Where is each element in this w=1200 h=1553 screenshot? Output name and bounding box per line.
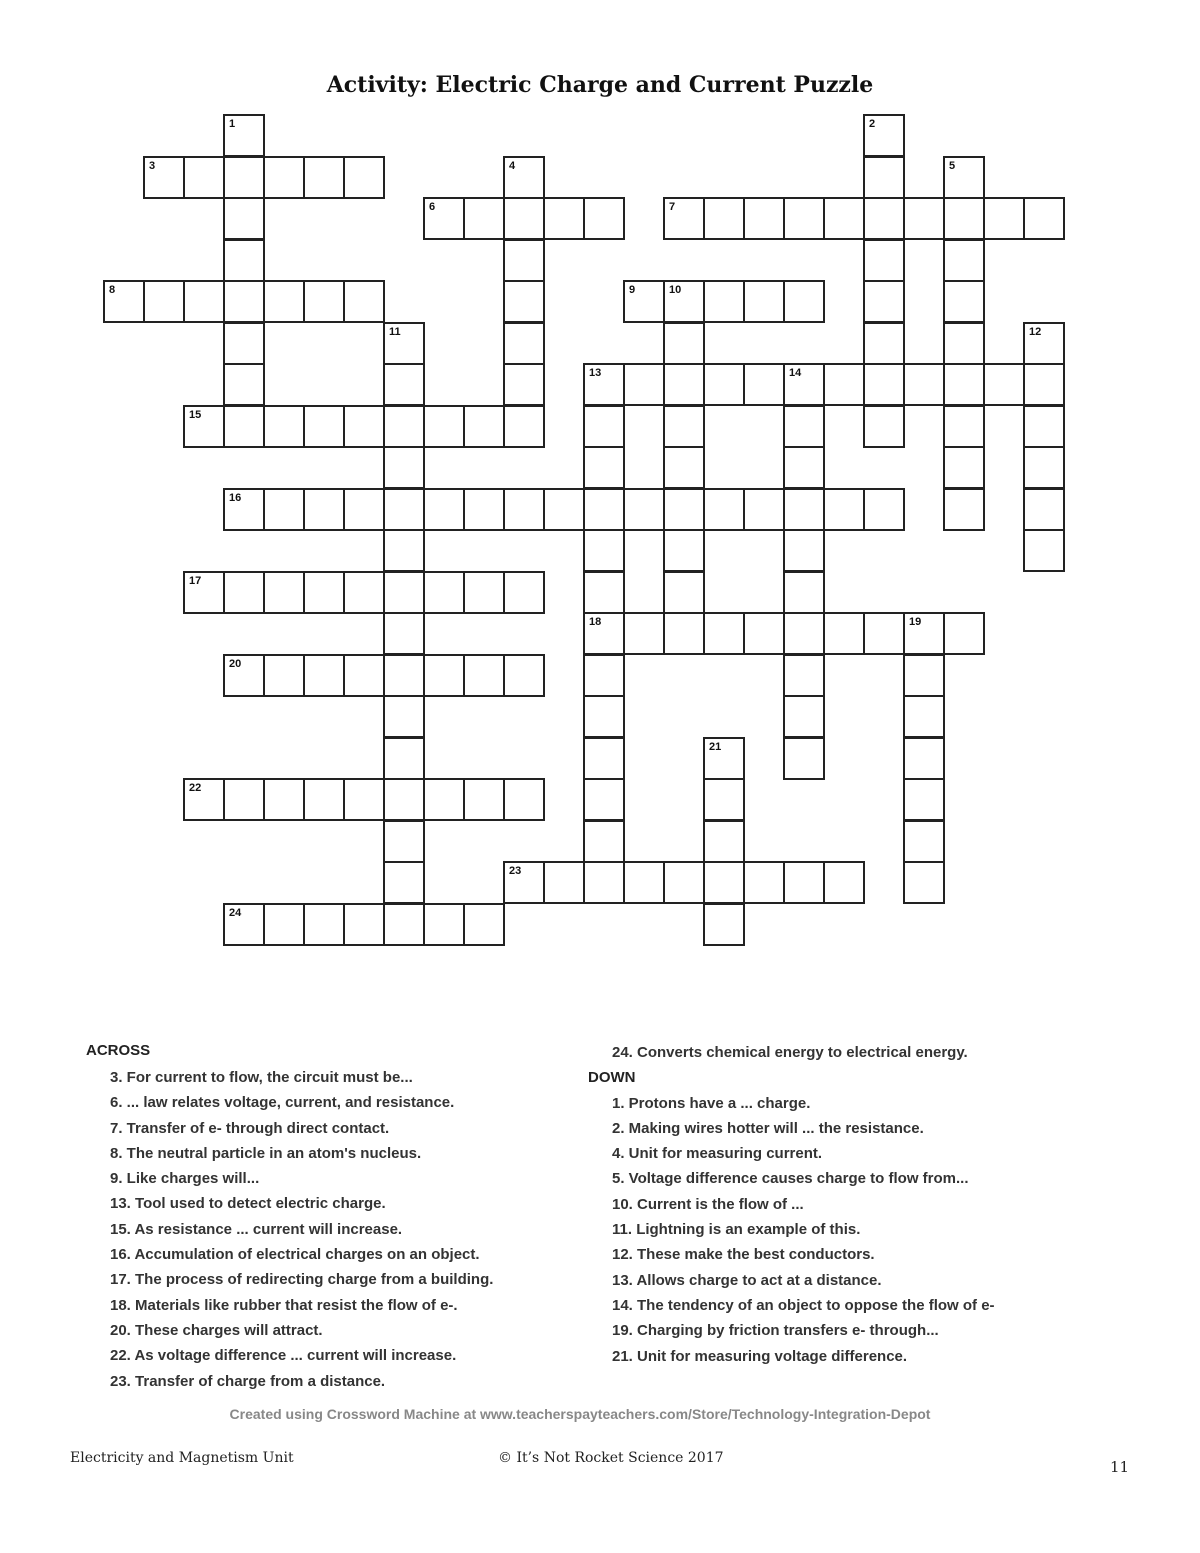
grid-cell[interactable]: [943, 405, 985, 448]
grid-cell[interactable]: [223, 363, 265, 406]
clue-number: 2: [869, 118, 876, 130]
grid-cell[interactable]: [583, 820, 625, 863]
grid-cell[interactable]: [503, 156, 545, 199]
grid-cell[interactable]: [343, 280, 385, 323]
grid-cell[interactable]: [583, 446, 625, 489]
clue-item: 19. Charging by friction transfers e- through...: [612, 1322, 939, 1340]
grid-cell[interactable]: [503, 239, 545, 282]
clue-number: 11: [389, 325, 401, 338]
grid-cell[interactable]: [503, 322, 545, 365]
grid-cell[interactable]: [863, 612, 905, 655]
clue-number: 1: [229, 118, 236, 130]
clue-number: 9: [629, 284, 636, 296]
grid-cell[interactable]: [623, 612, 665, 655]
grid-cell[interactable]: [863, 405, 905, 448]
clue-item: 1. Protons have a ... charge.: [612, 1094, 811, 1112]
grid-cell[interactable]: [543, 861, 585, 904]
grid-cell[interactable]: [303, 156, 345, 199]
grid-cell[interactable]: [303, 778, 345, 821]
grid-cell[interactable]: [583, 571, 625, 614]
grid-cell[interactable]: [303, 488, 345, 531]
grid-cell[interactable]: [623, 861, 665, 904]
page-number: 11: [1110, 1458, 1130, 1476]
grid-cell[interactable]: [543, 488, 585, 531]
clue-item: 13. Allows charge to act at a distance.: [612, 1271, 882, 1289]
grid-cell[interactable]: [783, 654, 825, 697]
grid-cell[interactable]: [343, 571, 385, 614]
clue-number: 24: [229, 906, 242, 919]
grid-cell[interactable]: [183, 280, 225, 323]
across-clue-list: [86, 1065, 493, 1394]
grid-cell[interactable]: [743, 197, 785, 240]
clue-number: 15: [189, 408, 202, 421]
grid-cell[interactable]: [383, 778, 425, 821]
grid-cell[interactable]: [263, 654, 305, 697]
grid-cell[interactable]: [223, 488, 265, 531]
grid-cell[interactable]: [143, 280, 185, 323]
clue-number: 8: [109, 284, 116, 296]
grid-cell[interactable]: [703, 903, 745, 946]
grid-cell[interactable]: [943, 239, 985, 282]
grid-cell[interactable]: [343, 156, 385, 199]
grid-cell[interactable]: [583, 612, 625, 655]
grid-cell[interactable]: [1023, 322, 1065, 365]
grid-cell[interactable]: [383, 903, 425, 946]
grid-cell[interactable]: [503, 654, 545, 697]
puzzle-title: Activity: Electric Charge and Current Puzzle: [326, 72, 874, 98]
grid-cell[interactable]: [863, 280, 905, 323]
grid-cell[interactable]: [303, 405, 345, 448]
clue-item: 5. Voltage difference causes charge to flow from...: [612, 1170, 969, 1188]
across-clue-continued: 24. Converts chemical energy to electrical energy.: [612, 1044, 968, 1061]
clue-number: 20: [229, 657, 242, 670]
grid-cell[interactable]: [703, 778, 745, 821]
grid-cell[interactable]: [703, 197, 745, 240]
grid-cell[interactable]: [823, 488, 865, 531]
grid-cell[interactable]: [743, 280, 785, 323]
grid-cell[interactable]: [823, 861, 865, 904]
grid-cell[interactable]: [183, 156, 225, 199]
clue-item: 16. Accumulation of electrical charges on an object.: [110, 1246, 480, 1264]
clue-number: 21: [709, 740, 722, 753]
grid-cell[interactable]: [783, 363, 825, 406]
clue-number: 5: [949, 159, 956, 172]
grid-cell[interactable]: [943, 280, 985, 323]
grid-cell[interactable]: [903, 695, 945, 738]
clue-item: 18. Materials like rubber that resist the flow of e-.: [110, 1296, 458, 1314]
clue-number: 16: [229, 491, 242, 504]
grid-cell[interactable]: [583, 363, 625, 406]
grid-cell[interactable]: [223, 197, 265, 240]
grid-cell[interactable]: [863, 239, 905, 282]
grid-cell[interactable]: [583, 405, 625, 448]
grid-cell[interactable]: [383, 322, 425, 365]
grid-cell[interactable]: [223, 654, 265, 697]
grid-cell[interactable]: [103, 280, 145, 323]
grid-cell[interactable]: [463, 654, 505, 697]
grid-cell[interactable]: [743, 612, 785, 655]
grid-cell[interactable]: [503, 778, 545, 821]
grid-cell[interactable]: [1023, 405, 1065, 448]
clue-number: 14: [789, 367, 802, 379]
grid-cell[interactable]: [383, 861, 425, 904]
clue-item: 8. The neutral particle in an atom's nucleus.: [110, 1144, 422, 1162]
grid-cell[interactable]: [263, 405, 305, 448]
clue-item: 4. Unit for measuring current.: [612, 1145, 823, 1163]
grid-cell[interactable]: [423, 571, 465, 614]
grid-cell[interactable]: [263, 571, 305, 614]
across-heading: ACROSS: [86, 1042, 151, 1059]
clue-item: 13. Tool used to detect electric charge.: [110, 1195, 386, 1213]
grid-cell[interactable]: [703, 737, 745, 780]
grid-cell[interactable]: [1023, 529, 1065, 572]
grid-cell[interactable]: [703, 280, 745, 323]
down-clues: [588, 1040, 995, 1369]
grid-cell[interactable]: [463, 405, 505, 448]
clue-number: 10: [669, 284, 682, 296]
grid-cell[interactable]: [583, 529, 625, 572]
grid-cell[interactable]: [223, 280, 265, 323]
grid-cell[interactable]: [423, 405, 465, 448]
grid-cell[interactable]: [943, 322, 985, 365]
grid-cell[interactable]: [423, 654, 465, 697]
grid-cell[interactable]: [703, 488, 745, 531]
clue-item: 20. These charges will attract.: [110, 1321, 323, 1339]
grid-cell[interactable]: [423, 778, 465, 821]
grid-cell[interactable]: [383, 820, 425, 863]
clue-number: 4: [509, 159, 516, 172]
grid-cell[interactable]: [783, 861, 825, 904]
grid-cell[interactable]: [303, 571, 345, 614]
grid-cell[interactable]: [183, 405, 225, 448]
clue-number: 17: [189, 574, 202, 587]
grid-cell[interactable]: [623, 363, 665, 406]
grid-cell[interactable]: [143, 156, 185, 199]
grid-cell[interactable]: [783, 197, 825, 240]
grid-cell[interactable]: [383, 446, 425, 489]
grid-cell[interactable]: [383, 654, 425, 697]
grid-cell[interactable]: [263, 156, 305, 199]
grid-cell[interactable]: [783, 446, 825, 489]
grid-cell[interactable]: [663, 405, 705, 448]
across-clues: [86, 1040, 493, 1394]
grid-cell[interactable]: [503, 197, 545, 240]
clue-item: 11. Lightning is an example of this.: [612, 1221, 861, 1239]
clue-number: 22: [189, 782, 202, 794]
grid-cell[interactable]: [223, 903, 265, 946]
clue-number: 3: [149, 159, 156, 172]
grid-cell[interactable]: [783, 737, 825, 780]
grid-cell[interactable]: [663, 363, 705, 406]
grid-cell[interactable]: [503, 861, 545, 904]
grid-cell[interactable]: [383, 695, 425, 738]
grid-cell[interactable]: [583, 861, 625, 904]
grid-cell[interactable]: [383, 737, 425, 780]
grid-cell[interactable]: [783, 280, 825, 323]
grid-cell[interactable]: [703, 363, 745, 406]
grid-cell[interactable]: [1023, 363, 1065, 406]
grid-cell[interactable]: [663, 861, 705, 904]
clue-number: 18: [589, 616, 602, 628]
grid-cell[interactable]: [583, 488, 625, 531]
grid-cell[interactable]: [503, 280, 545, 323]
clue-item: 2. Making wires hotter will ... the resistance.: [612, 1119, 924, 1137]
grid-cell[interactable]: [743, 861, 785, 904]
grid-cell[interactable]: [983, 197, 1025, 240]
footer-unit-name: Electricity and Magnetism Unit: [70, 1450, 294, 1466]
grid-cell[interactable]: [783, 529, 825, 572]
grid-cell[interactable]: [223, 322, 265, 365]
clue-item: 22. As voltage difference ... current will increase.: [110, 1347, 457, 1365]
grid-cell[interactable]: [983, 363, 1025, 406]
grid-cell[interactable]: [903, 612, 945, 655]
grid-cell[interactable]: [223, 778, 265, 821]
down-clue-list: [588, 1091, 995, 1369]
grid-cell[interactable]: [903, 197, 945, 240]
grid-cell[interactable]: [463, 903, 505, 946]
grid-cell[interactable]: [783, 488, 825, 531]
grid-cell[interactable]: [263, 280, 305, 323]
clue-number: 12: [1029, 325, 1042, 338]
grid-cell[interactable]: [423, 903, 465, 946]
grid-cell[interactable]: [903, 363, 945, 406]
grid-cell[interactable]: [943, 156, 985, 199]
grid-cell[interactable]: [863, 197, 905, 240]
grid-cell[interactable]: [423, 197, 465, 240]
grid-cell[interactable]: [343, 778, 385, 821]
grid-cell[interactable]: [503, 571, 545, 614]
clue-number: 13: [589, 367, 602, 379]
grid-cell[interactable]: [863, 156, 905, 199]
grid-cell[interactable]: [343, 488, 385, 531]
grid-cell[interactable]: [223, 114, 265, 157]
grid-cell[interactable]: [463, 778, 505, 821]
grid-cell[interactable]: [823, 612, 865, 655]
grid-cell[interactable]: [343, 903, 385, 946]
grid-cell[interactable]: [383, 612, 425, 655]
grid-cell[interactable]: [223, 571, 265, 614]
grid-cell[interactable]: [823, 197, 865, 240]
grid-cell[interactable]: [823, 363, 865, 406]
grid-cell[interactable]: [343, 405, 385, 448]
grid-cell[interactable]: [903, 861, 945, 904]
grid-cell[interactable]: [903, 778, 945, 821]
grid-cell[interactable]: [943, 363, 985, 406]
grid-cell[interactable]: [863, 488, 905, 531]
grid-cell[interactable]: [583, 778, 625, 821]
clue-number: 6: [429, 201, 436, 213]
down-heading: DOWN: [588, 1069, 636, 1087]
grid-cell[interactable]: [743, 363, 785, 406]
grid-cell[interactable]: [463, 488, 505, 531]
grid-cell[interactable]: [303, 280, 345, 323]
grid-cell[interactable]: [943, 488, 985, 531]
clue-item: 23. Transfer of charge from a distance.: [110, 1372, 386, 1390]
grid-cell[interactable]: [663, 612, 705, 655]
clue-item: 9. Like charges will...: [110, 1170, 260, 1188]
grid-cell[interactable]: [543, 197, 585, 240]
grid-cell[interactable]: [703, 820, 745, 863]
grid-cell[interactable]: [863, 114, 905, 157]
clue-item: 14. The tendency of an object to oppose the flow of e-: [612, 1296, 995, 1314]
grid-cell[interactable]: [183, 778, 225, 821]
grid-cell[interactable]: [383, 488, 425, 531]
grid-cell[interactable]: [783, 405, 825, 448]
grid-cell[interactable]: [383, 363, 425, 406]
clue-item: 21. Unit for measuring voltage difference.: [612, 1347, 908, 1365]
grid-cell[interactable]: [783, 571, 825, 614]
clue-item: 15. As resistance ... current will increase.: [110, 1220, 403, 1238]
clue-item: 3. For current to flow, the circuit must be...: [110, 1069, 413, 1086]
footer-copyright: © It’s Not Rocket Science 2017: [498, 1450, 724, 1466]
grid-cell[interactable]: [623, 488, 665, 531]
grid-cell[interactable]: [503, 363, 545, 406]
grid-cell[interactable]: [303, 903, 345, 946]
grid-cell[interactable]: [1023, 446, 1065, 489]
grid-cell[interactable]: [903, 654, 945, 697]
grid-cell[interactable]: [663, 488, 705, 531]
grid-cell[interactable]: [663, 197, 705, 240]
grid-cell[interactable]: [583, 197, 625, 240]
grid-cell[interactable]: [663, 446, 705, 489]
grid-cell[interactable]: [463, 571, 505, 614]
grid-cell[interactable]: [743, 488, 785, 531]
grid-cell[interactable]: [943, 197, 985, 240]
grid-cell[interactable]: [943, 612, 985, 655]
clue-number: 7: [669, 201, 676, 213]
grid-cell[interactable]: [663, 529, 705, 572]
grid-cell[interactable]: [303, 654, 345, 697]
grid-cell[interactable]: [263, 778, 305, 821]
grid-cell[interactable]: [623, 280, 665, 323]
grid-cell[interactable]: [663, 571, 705, 614]
clue-item: 10. Current is the flow of ...: [612, 1195, 804, 1213]
grid-cell[interactable]: [383, 529, 425, 572]
grid-cell[interactable]: [263, 488, 305, 531]
grid-cell[interactable]: [383, 571, 425, 614]
grid-cell[interactable]: [1023, 197, 1065, 240]
grid-cell[interactable]: [863, 322, 905, 365]
grid-cell[interactable]: [183, 571, 225, 614]
grid-cell[interactable]: [583, 695, 625, 738]
clue-item: 17. The process of redirecting charge from a building.: [110, 1271, 494, 1289]
grid-cell[interactable]: [783, 695, 825, 738]
grid-cell[interactable]: [583, 654, 625, 697]
grid-cell[interactable]: [703, 612, 745, 655]
grid-cell[interactable]: [583, 737, 625, 780]
credit-line: Created using Crossword Machine at www.teacherspayteachers.com/Store/Technology-Integration-Depot: [229, 1406, 931, 1422]
clue-item: 7. Transfer of e- through direct contact.: [110, 1119, 390, 1137]
grid-cell[interactable]: [503, 405, 545, 448]
grid-cell[interactable]: [863, 363, 905, 406]
grid-cell[interactable]: [903, 820, 945, 863]
grid-cell[interactable]: [1023, 488, 1065, 531]
grid-cell[interactable]: [663, 280, 705, 323]
clue-number: 19: [909, 616, 922, 628]
grid-cell[interactable]: [903, 737, 945, 780]
grid-cell[interactable]: [423, 488, 465, 531]
clue-number: 23: [509, 865, 522, 877]
grid-cell[interactable]: [463, 197, 505, 240]
grid-cell[interactable]: [783, 612, 825, 655]
grid-cell[interactable]: [943, 446, 985, 489]
grid-cell[interactable]: [343, 654, 385, 697]
grid-cell[interactable]: [223, 156, 265, 199]
clue-item: 12. These make the best conductors.: [612, 1246, 875, 1264]
grid-cell[interactable]: [223, 405, 265, 448]
clue-item: 6. ... law relates voltage, current, and resistance.: [110, 1094, 455, 1112]
grid-cell[interactable]: [663, 322, 705, 365]
grid-cell[interactable]: [383, 405, 425, 448]
grid-cell[interactable]: [703, 861, 745, 904]
grid-cell[interactable]: [263, 903, 305, 946]
grid-cell[interactable]: [223, 239, 265, 282]
grid-cell[interactable]: [503, 488, 545, 531]
